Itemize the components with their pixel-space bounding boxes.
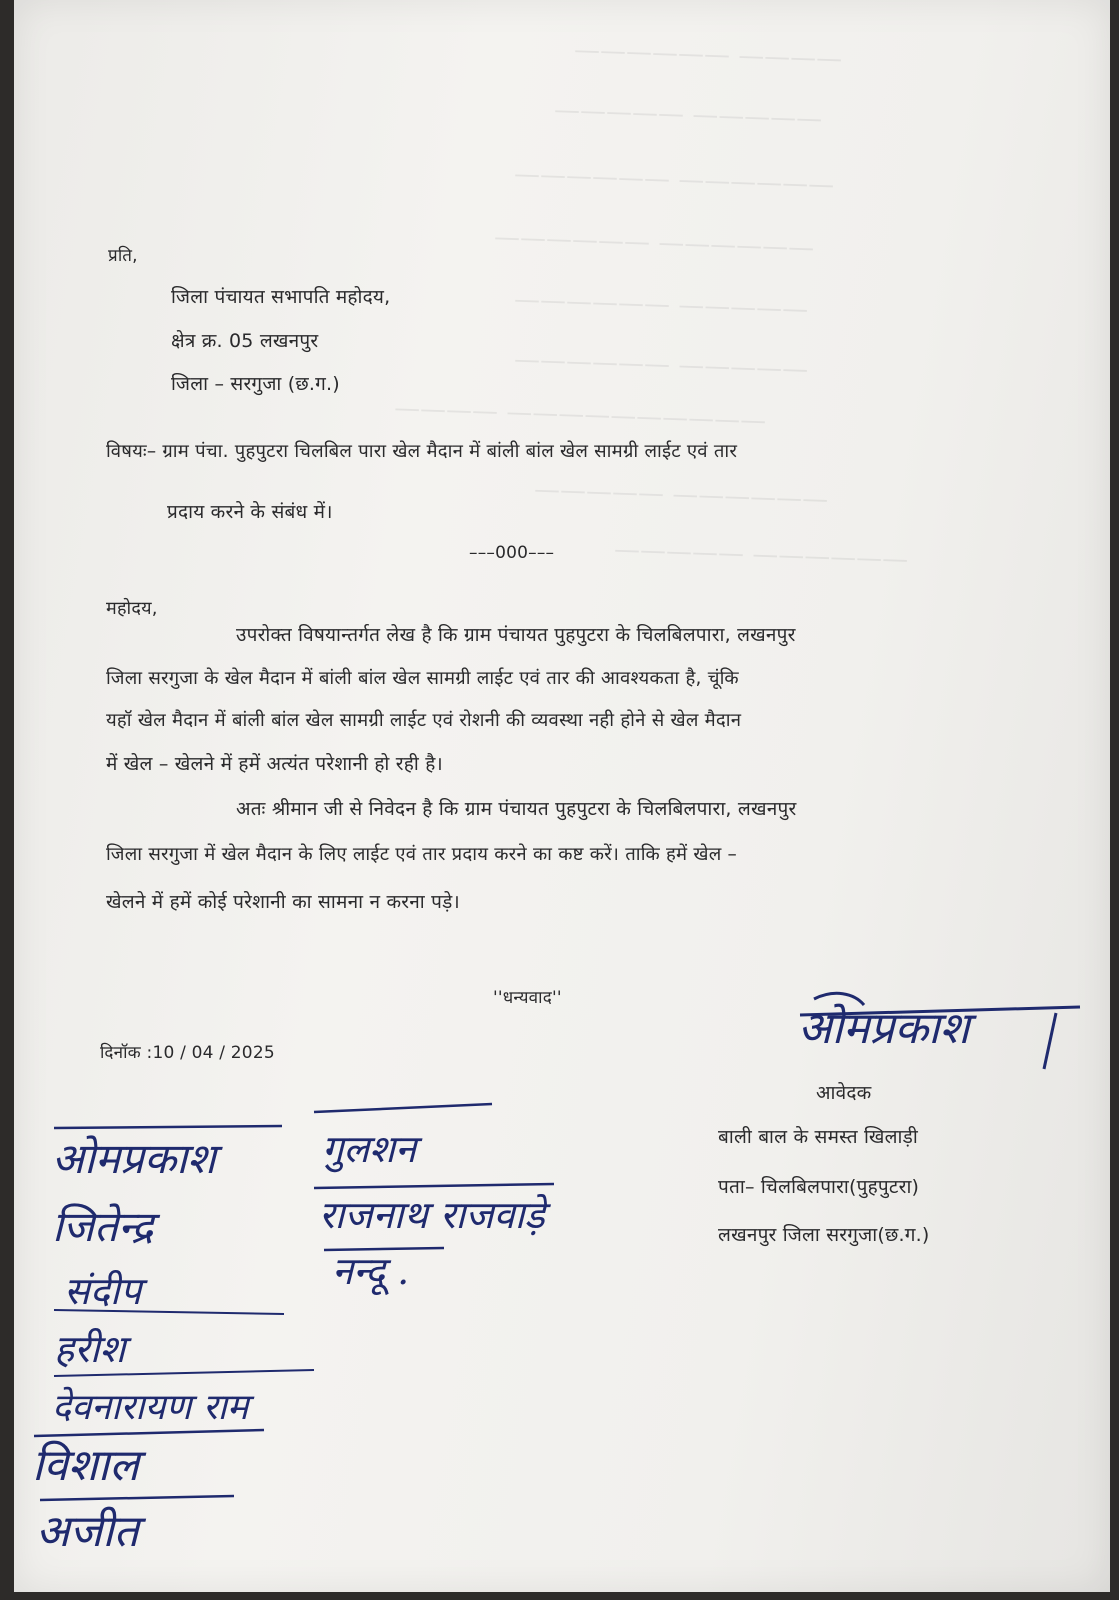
bleed-through-mark: ————— —————— (513, 344, 809, 386)
bleed-through-mark: ————— —————— (513, 284, 809, 326)
bleed-through-mark: —————— —————— (493, 222, 815, 264)
svg-text:ओमप्रकाश: ओमप्रकाश (798, 1003, 970, 1054)
handwritten-signature: राजनाथ राजवाड़े (319, 1193, 545, 1237)
bleed-through-mark: —————— —————— (513, 159, 835, 201)
body-line: यहॉ खेल मैदान में बांली बांल खेल सामग्री लाईट एवं रोशनी की व्यवस्था नही होने से खेल मैदान (106, 710, 742, 731)
handwritten-signature: संदीप (64, 1269, 142, 1313)
body-line: जिला सरगुजा के खेल मैदान में बांली बांल खेल सामग्री लाईट एवं तार की आवश्यकता है, चूंकि (106, 668, 739, 689)
handwritten-signature: ओमप्रकाश (52, 1134, 216, 1183)
letter-page (14, 0, 1110, 1592)
applicant-label: आवेदक (816, 1082, 872, 1104)
recipient-line: क्षेत्र क्र. 05 लखनपुर (171, 330, 319, 352)
handwritten-signature: अजीत (36, 1506, 139, 1557)
bleed-through-mark: ————— ————— (553, 95, 823, 135)
handwritten-signature: नन्दू . (332, 1249, 410, 1293)
separator: –––000––– (469, 543, 555, 563)
handwritten-signature: जितेन्द्र (52, 1202, 154, 1251)
body-line: खेलने में हमें कोई परेशानी का सामना न करना पड़े। (106, 891, 460, 913)
date: दिनॉक :10 / 04 / 2025 (100, 1043, 275, 1063)
sender-line: पता– चिलबिलपारा(पुहपुटरा) (718, 1176, 920, 1198)
thanks: ''धन्यवाद'' (493, 988, 562, 1008)
sender-line: लखनपुर जिला सरगुजा(छ.ग.) (718, 1224, 930, 1246)
body-line: में खेल – खेलने में हमें अत्यंत परेशानी हो रही है। (106, 753, 443, 775)
recipient-line: जिला पंचायत सभापति महोदय, (171, 286, 391, 308)
handwritten-signature: देवनारायण राम (52, 1387, 249, 1428)
handwritten-signature: गुलशन (322, 1127, 417, 1171)
applicant-signature (794, 985, 1084, 1075)
greeting: महोदय, (106, 598, 158, 619)
bleed-through-mark: —————— ————— (533, 474, 829, 516)
bleed-through-mark: ———— —————— (573, 35, 843, 75)
bleed-through-mark: —————————— ———— (393, 393, 767, 437)
sender-line: बाली बाल के समस्त खिलाड़ी (718, 1126, 918, 1148)
subject-line: विषयः– ग्राम पंचा. पुहपुटरा चिलबिल पारा खेल मैदान में बांली बांल खेल सामग्री लाईट एवं तार (106, 441, 738, 462)
salutation-to: प्रति, (108, 246, 138, 266)
body-line: जिला सरगुजा में खेल मैदान के लिए लाईट एवं तार प्रदाय करने का कष्ट करें। ताकि हमें खेल – (106, 844, 737, 865)
recipient-line: जिला – सरगुजा (छ.ग.) (171, 373, 340, 395)
body-line: अतः श्रीमान जी से निवेदन है कि ग्राम पंचायत पुहपुटरा के चिलबिलपारा, लखनपुर (236, 798, 797, 820)
handwritten-signature: विशाल (32, 1440, 140, 1491)
handwritten-signature: हरीश (54, 1327, 126, 1371)
bleed-through-mark: —————— ————— (613, 534, 909, 576)
handwriting-strokes (14, 1100, 614, 1580)
body-line: उपरोक्त विषयान्तर्गत लेख है कि ग्राम पंचायत पुहपुटरा के चिलबिलपारा, लखनपुर (236, 624, 796, 646)
subject-line: प्रदाय करने के संबंध में। (167, 501, 333, 523)
